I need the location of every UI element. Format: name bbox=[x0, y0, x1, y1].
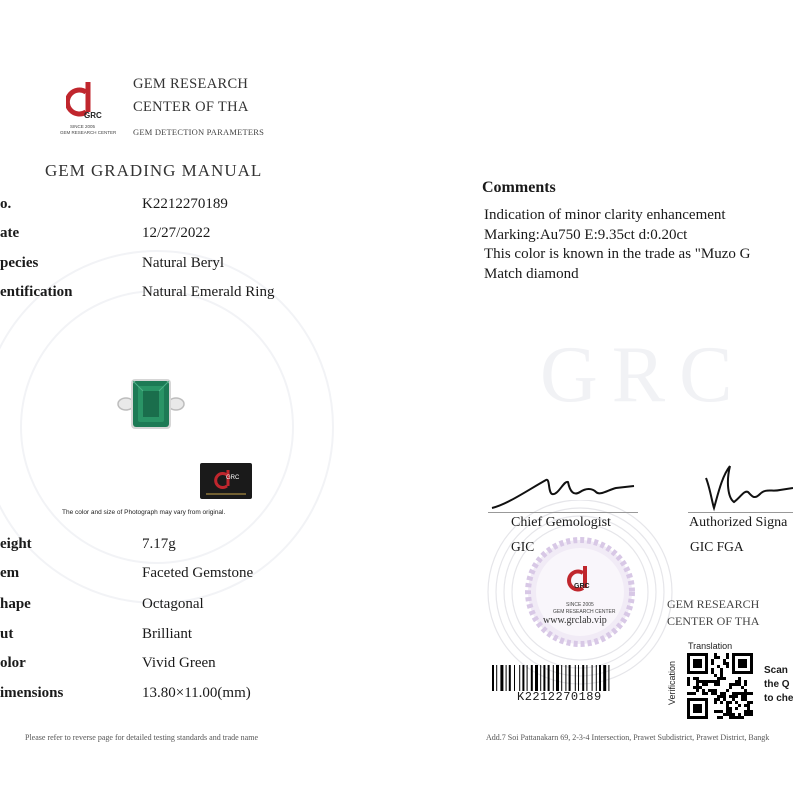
logo-mark-text: GRC bbox=[84, 111, 102, 120]
page-title: GEM GRADING MANUAL bbox=[45, 161, 263, 180]
field-label-no: o. bbox=[0, 196, 12, 212]
left-signer-role: Chief Gemologist bbox=[511, 515, 611, 530]
footer-right: Add.7 Soi Pattanakarn 69, 2-3-4 Intersection, Prawet Subdistrict, Prawet District, Bangk bbox=[486, 733, 770, 742]
barcode-number: K2212270189 bbox=[517, 690, 602, 704]
qr-verification-label: Verification bbox=[667, 660, 677, 705]
seal-center: GEM RESEARCH CENTER bbox=[553, 609, 616, 615]
watermark-right-text: GRC bbox=[540, 331, 747, 419]
field-label-weight: eight bbox=[0, 536, 32, 552]
grc-logo-icon bbox=[66, 78, 102, 122]
field-value-color: Vivid Green bbox=[142, 655, 216, 671]
comment-line: Indication of minor clarity enhancement bbox=[484, 207, 726, 223]
org-name-line2: CENTER OF THA bbox=[133, 99, 249, 115]
field-value-weight: 7.17g bbox=[142, 536, 176, 552]
field-label-dimensions: imensions bbox=[0, 685, 64, 701]
left-signer-credential: GIC bbox=[511, 539, 535, 554]
field-label-species: pecies bbox=[0, 255, 39, 271]
footer-left: Please refer to reverse page for detailed testing standards and trade name bbox=[25, 733, 259, 742]
seal-org-line1: GEM RESEARCH bbox=[667, 597, 760, 611]
field-label-shape: hape bbox=[0, 596, 31, 612]
org-name-line1: GEM RESEARCH bbox=[133, 76, 249, 92]
logo-center: GEM RESEARCH CENTER bbox=[60, 130, 117, 135]
scan-line: to che bbox=[764, 693, 793, 704]
grc-badge-icon bbox=[200, 463, 252, 499]
scan-line: Scan bbox=[764, 665, 788, 676]
field-value-item: Faceted Gemstone bbox=[142, 565, 254, 581]
seal-org-line2: CENTER OF THA bbox=[667, 614, 760, 628]
qr-scan-instructions bbox=[764, 664, 793, 706]
field-value-cut: Brilliant bbox=[142, 626, 192, 642]
comment-line: Marking:Au750 E:9.35ct d:0.20ct bbox=[484, 226, 688, 243]
field-label-item: em bbox=[0, 565, 20, 581]
seal-url: www.grclab.vip bbox=[543, 615, 607, 626]
seal-mark: GRC bbox=[574, 583, 590, 590]
field-label-color: olor bbox=[0, 655, 26, 671]
field-value-no: K2212270189 bbox=[142, 196, 228, 212]
logo-since: SINCE 2005 bbox=[70, 124, 96, 129]
qr-code-icon[interactable] bbox=[687, 653, 753, 719]
field-label-cut: ut bbox=[0, 626, 14, 642]
field-label-date: ate bbox=[0, 225, 20, 241]
barcode-icon bbox=[492, 665, 634, 691]
comment-line: Match diamond bbox=[484, 265, 579, 282]
comment-line: This color is known in the trade as "Muzo G bbox=[484, 246, 751, 262]
photo-caption: The color and size of Photograph may vary from original. bbox=[62, 509, 226, 516]
org-subtitle: GEM DETECTION PARAMETERS bbox=[133, 127, 265, 137]
badge-text: GRC bbox=[226, 475, 240, 481]
comments-heading: Comments bbox=[482, 179, 556, 196]
field-value-dimensions: 13.80×11.00(mm) bbox=[142, 685, 251, 701]
right-signer-credential: GIC FGA bbox=[690, 539, 744, 554]
field-value-date: 12/27/2022 bbox=[142, 225, 211, 241]
scan-line: the Q bbox=[764, 679, 790, 690]
field-value-species: Natural Beryl bbox=[142, 255, 225, 271]
seal-since: SINCE 2005 bbox=[566, 602, 594, 608]
signature-icon bbox=[700, 458, 793, 514]
signature-line-right bbox=[688, 512, 793, 513]
signature-icon bbox=[488, 470, 638, 514]
right-signer-role: Authorized Signa bbox=[689, 515, 788, 530]
field-value-identification: Natural Emerald Ring bbox=[142, 284, 275, 300]
signature-line-left bbox=[488, 512, 638, 513]
field-value-shape: Octagonal bbox=[142, 596, 204, 612]
emerald-ring-photo bbox=[116, 374, 186, 432]
field-label-identification: entification bbox=[0, 284, 73, 300]
qr-translation-label: Translation bbox=[688, 641, 733, 651]
comments-block bbox=[484, 206, 751, 284]
